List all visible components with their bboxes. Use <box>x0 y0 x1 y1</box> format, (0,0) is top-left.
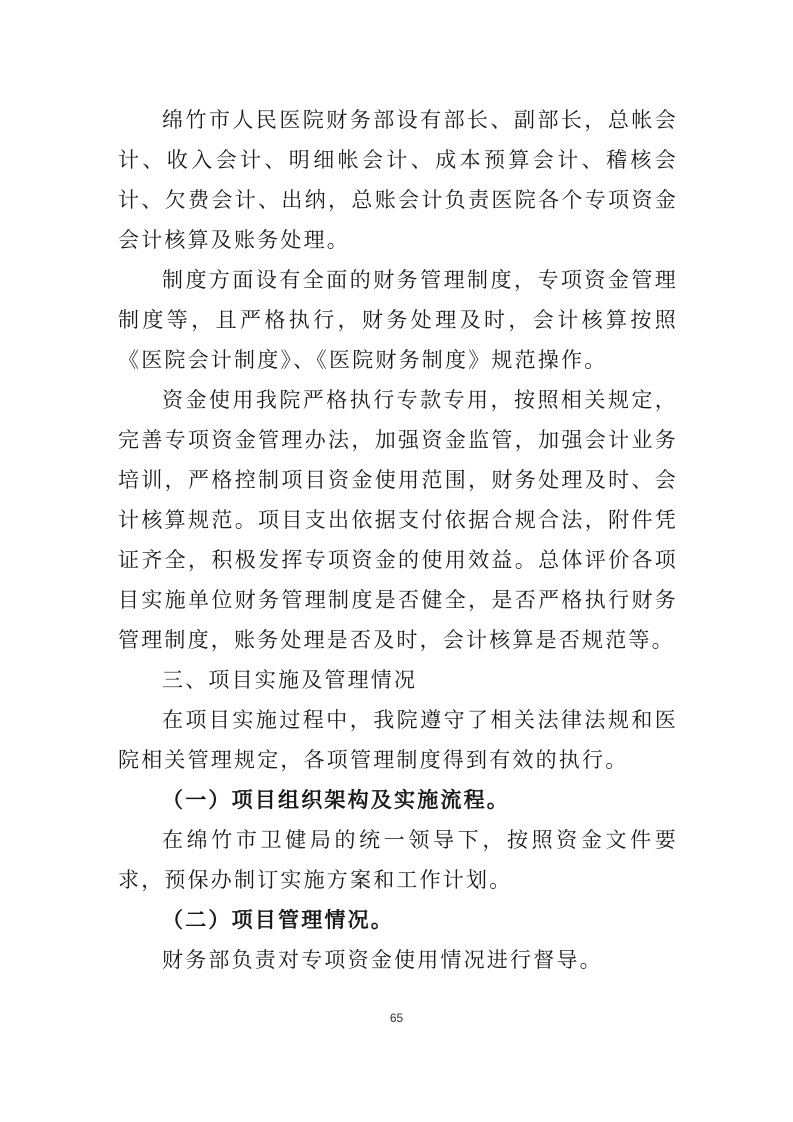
page-number: 65 <box>389 1011 404 1025</box>
subheading-project-management: （二）项目管理情况。 <box>162 908 394 932</box>
paragraph-fund-usage: 资金使用我院严格执行专款专用，按照相关规定，完善专项资金管理办法，加强资金监管，加强会计业务培训，严格控制项目资金使用范围，财务处理及时、会计核算规范。项目支出依据支付依据合规合法，附件凭证齐全，积极发挥专项资金的使用效益。总体评价各项目实施单位财务管理制度是否健全，是否严格执行财务管理制度，账务处理是否及时，会计核算是否规范等。 <box>118 388 678 652</box>
section-heading-implementation: 三、项目实施及管理情况 <box>162 668 418 692</box>
paragraph-management-system: 制度方面设有全面的财务管理制度，专项资金管理制度等，且严格执行，财务处理及时，会计核算按照《医院会计制度》、《医院财务制度》规范操作。 <box>118 268 678 372</box>
paragraph-finance-department: 绵竹市人民医院财务部设有部长、副部长，总帐会计、收入会计、明细帐会计、成本预算会计、稽核会计、欠费会计、出纳，总账会计负责医院各个专项资金会计核算及账务处理。 <box>118 108 678 252</box>
paragraph-leadership: 在绵竹市卫健局的统一领导下，按照资金文件要求，预保办制订实施方案和工作计划。 <box>118 828 678 892</box>
document-body <box>118 100 678 980</box>
paragraph-supervision: 财务部负责对专项资金使用情况进行督导。 <box>162 948 603 972</box>
subheading-organization: （一）项目组织架构及实施流程。 <box>162 788 510 812</box>
paragraph-implementation-process: 在项目实施过程中，我院遵守了相关法律法规和医院相关管理规定，各项管理制度得到有效的执行。 <box>118 708 678 772</box>
